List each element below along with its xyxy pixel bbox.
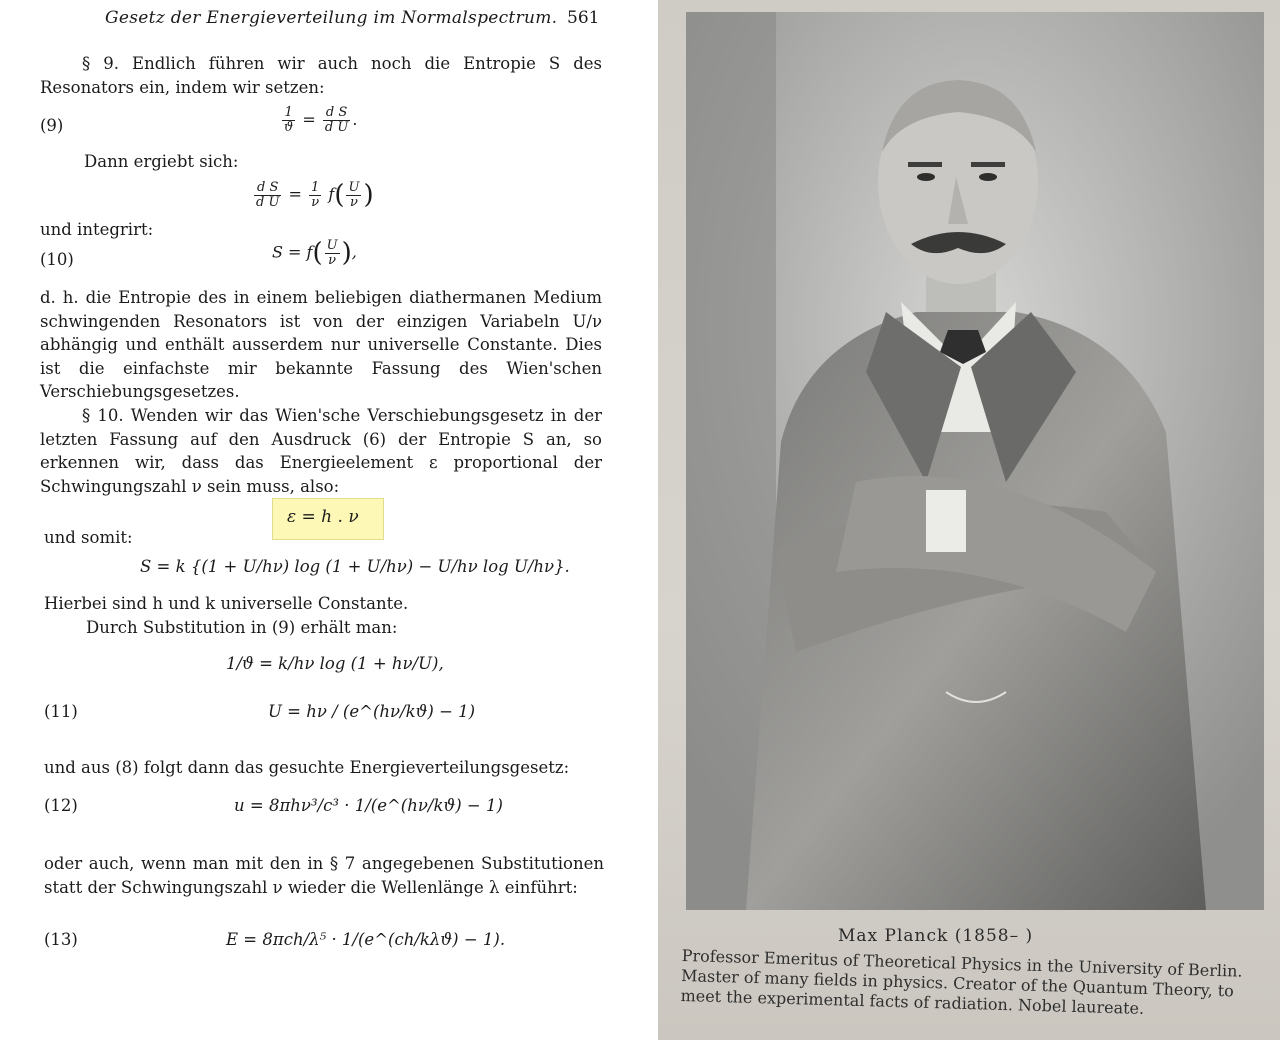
left-page <box>0 0 630 1040</box>
text-und-somit: und somit: <box>44 528 133 547</box>
equation-11: U = hν / (e^(hν/kϑ) − 1) <box>268 702 476 721</box>
highlighted-equation: ε = h . ν <box>272 498 384 540</box>
running-head: Gesetz der Energieverteilung im Normalspectrum. <box>105 8 558 28</box>
theta-equation: 1/ϑ = k/hν log (1 + hν/U), <box>226 654 444 673</box>
text-durch: Durch Substitution in (9) erhält man: <box>86 618 398 637</box>
paragraph-dh: d. h. die Entropie des in einem beliebigen diathermanen Medium schwingenden Resonators ist von der einzigen Variabeln U/ν abhängig und enthält ausserdem nur universelle Constante. Dies ist die einfachste mir bekannte Fassung des Wien'schen Verschiebungsgesetzes. <box>40 288 602 401</box>
equation-12-number: (12) <box>44 796 78 815</box>
text-und-integrirt: und integrirt: <box>40 220 154 239</box>
right-page <box>658 0 1280 1040</box>
caption-text: Professor Emeritus of Theoretical Physics in the University of Berlin. Master of many fields in physics. Creator of the Quantum Theory, to meet the experimental facts of radiation. Nobel laureate. <box>680 946 1243 1018</box>
equation-10: S = f( $\frac{U}{\nu}$ ), <box>272 237 357 268</box>
entropy-equation: S = k {(1 + U/hν) log (1 + U/hν) − U/hν log U/hν}. <box>140 557 570 576</box>
portrait-illustration <box>686 12 1264 910</box>
paragraph-9: § 9. Endlich führen wir auch noch die Entropie S des Resonators ein, indem wir setzen: <box>40 54 602 97</box>
text-dann: Dann ergiebt sich: <box>84 152 239 171</box>
equation-10-number: (10) <box>40 250 74 269</box>
equation-13-number: (13) <box>44 930 78 949</box>
equation-11-number: (11) <box>44 702 78 721</box>
text-und-aus: und aus (8) folgt dann das gesuchte Energieverteilungsgesetz: <box>44 758 570 777</box>
portrait-photo <box>686 12 1264 910</box>
text-hierbei: Hierbei sind h und k universelle Constante. <box>44 594 409 613</box>
caption-name: Max Planck (1858– ) <box>838 926 1034 946</box>
equation-9: $\frac{1}{ϑ}$ = $\frac{\text{d S}}{\text{d U}}$ . <box>284 105 358 135</box>
equation-13: E = 8πch/λ⁵ · 1/(e^(ch/kλϑ) − 1). <box>226 930 506 949</box>
equation-ds-du: $\frac{\text{d S}}{\text{d U}}$ = $\frac{1}{\nu}$ f( $\frac{U}{\nu}$ ) <box>256 179 374 210</box>
paragraph-10: § 10. Wenden wir das Wien'sche Verschiebungsgesetz in der letzten Fassung auf den Ausdruck (6) der Entropie S an, so erkennen wir, dass das Energieelement ε proportional der Schwingungszahl ν sein muss, also: <box>40 406 602 496</box>
equation-12: u = 8πhν³/c³ · 1/(e^(hν/kϑ) − 1) <box>234 796 503 815</box>
page-number: 561 <box>567 8 600 28</box>
paragraph-oder: oder auch, wenn man mit den in § 7 angegebenen Substitutionen statt der Schwingungszahl ν wieder die Wellenlänge λ einführt: <box>44 854 604 897</box>
equation-9-number: (9) <box>40 116 64 135</box>
